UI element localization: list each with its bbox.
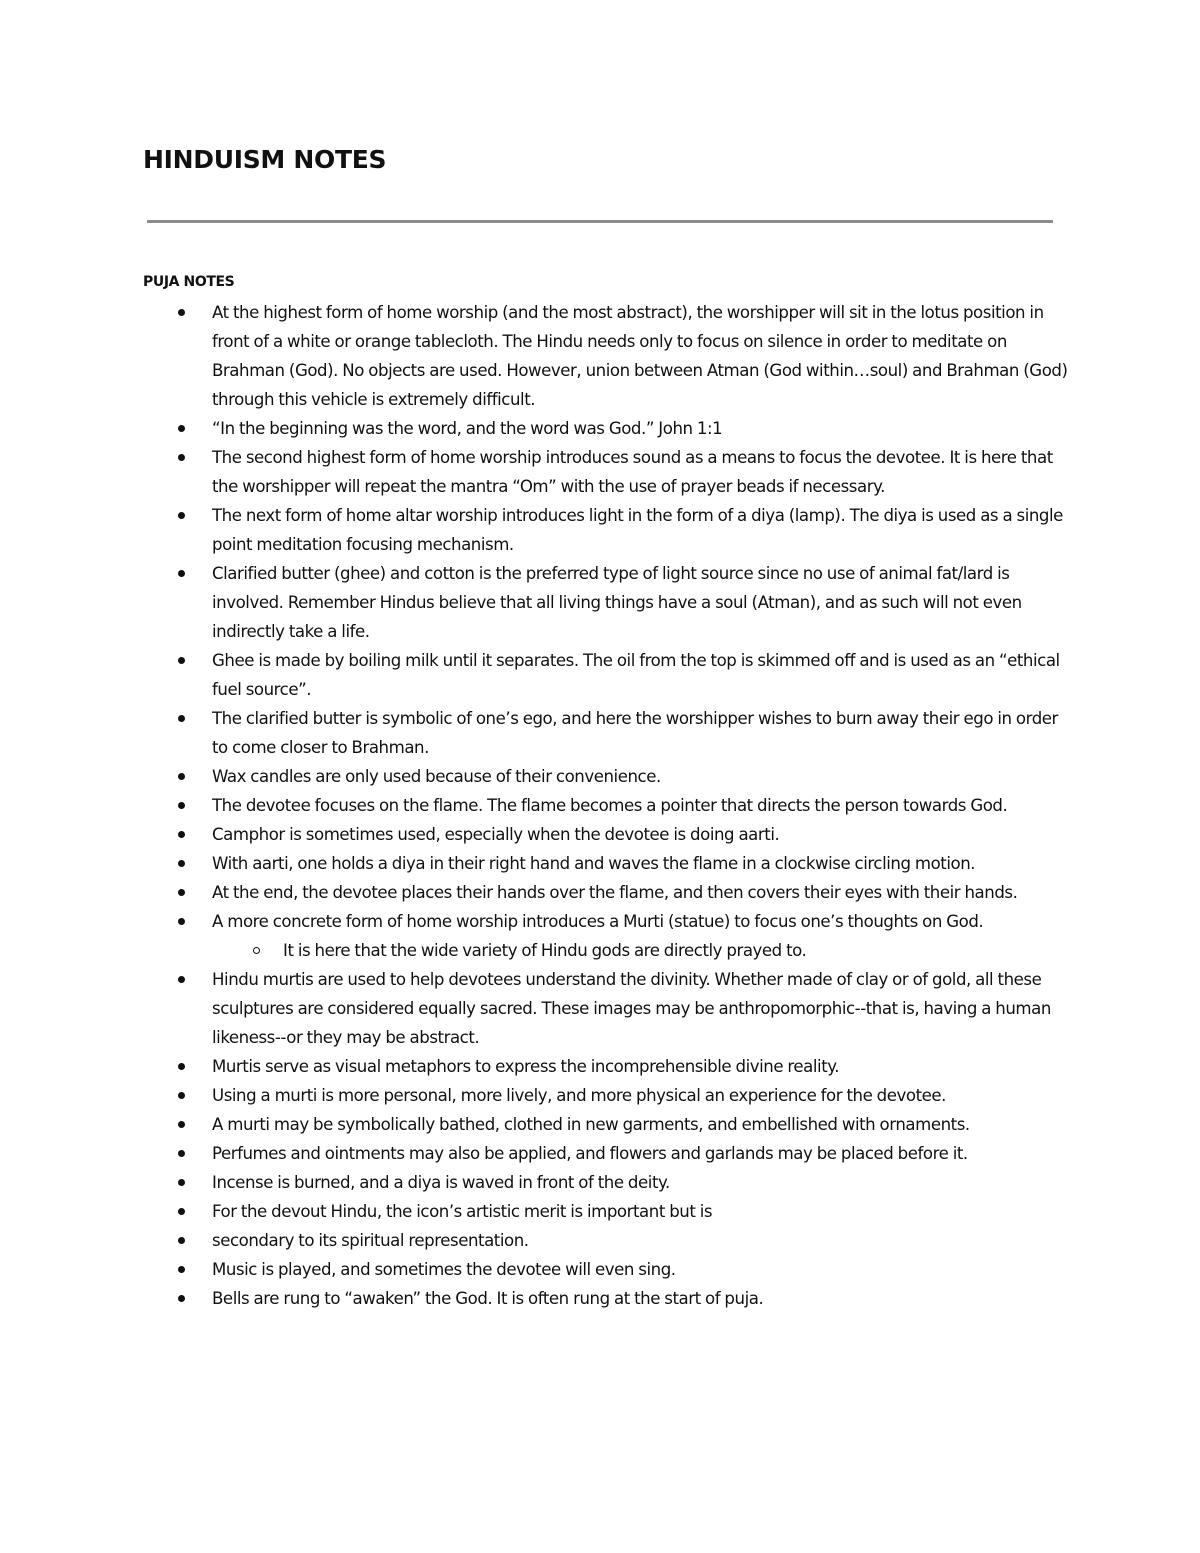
bullet-icon xyxy=(178,715,185,722)
bullet-icon xyxy=(178,1266,185,1273)
bullet-icon xyxy=(178,657,185,664)
list-item xyxy=(143,878,1073,907)
horizontal-divider xyxy=(147,220,1053,223)
list-item xyxy=(143,820,1073,849)
bullet-icon xyxy=(178,918,185,925)
bullet-icon xyxy=(178,1150,185,1157)
list-item-text: At the end, the devotee places their hands over the flame, and then covers their eyes with their hands. xyxy=(212,883,1018,902)
list-item xyxy=(143,646,1073,704)
bullet-icon xyxy=(178,309,185,316)
section-heading: PUJA NOTES xyxy=(143,274,235,290)
list-item-text: Bells are rung to “awaken” the God. It is often rung at the start of puja. xyxy=(212,1289,764,1308)
list-item-text: “In the beginning was the word, and the word was God.” John 1:1 xyxy=(212,419,723,438)
list-item xyxy=(143,1255,1073,1284)
document-title: HINDUISM NOTES xyxy=(143,145,387,174)
list-item xyxy=(143,704,1073,762)
list-item xyxy=(143,414,1073,443)
list-item-text: Murtis serve as visual metaphors to express the incomprehensible divine reality. xyxy=(212,1057,840,1076)
list-item xyxy=(143,965,1073,1052)
list-item xyxy=(143,1081,1073,1110)
list-item-text: Wax candles are only used because of their convenience. xyxy=(212,767,661,786)
bullet-icon xyxy=(178,570,185,577)
list-item-text: The clarified butter is symbolic of one’s ego, and here the worshipper wishes to burn away their ego in order to come closer to Brahman. xyxy=(212,709,1058,757)
bullet-icon xyxy=(178,1179,185,1186)
bullet-icon xyxy=(178,1295,185,1302)
list-item-text: Using a murti is more personal, more lively, and more physical an experience for the devotee. xyxy=(212,1086,946,1105)
list-item xyxy=(143,849,1073,878)
bullet-icon xyxy=(178,889,185,896)
list-item xyxy=(143,1110,1073,1139)
hollow-bullet-icon xyxy=(253,947,260,954)
notes-list xyxy=(143,298,1073,1313)
list-item-text: A murti may be symbolically bathed, clothed in new garments, and embellished with ornaments. xyxy=(212,1115,970,1134)
list-item-text: The devotee focuses on the flame. The flame becomes a pointer that directs the person towards God. xyxy=(212,796,1008,815)
list-item xyxy=(143,298,1073,414)
bullet-icon xyxy=(178,802,185,809)
list-item-text: With aarti, one holds a diya in their right hand and waves the flame in a clockwise circling motion. xyxy=(212,854,976,873)
list-item-text: The next form of home altar worship introduces light in the form of a diya (lamp). The diya is used as a single point meditation focusing mechanism. xyxy=(212,506,1063,554)
list-item-text: Perfumes and ointments may also be applied, and flowers and garlands may be placed before it. xyxy=(212,1144,968,1163)
list-item-text: Camphor is sometimes used, especially when the devotee is doing aarti. xyxy=(212,825,780,844)
list-item xyxy=(143,907,1073,936)
list-item xyxy=(143,791,1073,820)
list-item-text: For the devout Hindu, the icon’s artistic merit is important but is xyxy=(212,1202,713,1221)
bullet-icon xyxy=(178,1237,185,1244)
bullet-icon xyxy=(178,1121,185,1128)
list-item-text: Clarified butter (ghee) and cotton is the preferred type of light source since no use of animal fat/lard is involved. Remember Hindus believe that all living things have a soul (Atman), and as such will not even indirectly take a life. xyxy=(212,564,1022,641)
bullet-icon xyxy=(178,831,185,838)
list-item-text: Ghee is made by boiling milk until it separates. The oil from the top is skimmed off and is used as an “ethical fuel source”. xyxy=(212,651,1060,699)
bullet-icon xyxy=(178,425,185,432)
list-item-text: Hindu murtis are used to help devotees understand the divinity. Whether made of clay or of gold, all these sculptures are considered equally sacred. These images may be anthropomorphic--that is, having a human likeness--or they may be abstract. xyxy=(212,970,1051,1047)
list-item xyxy=(143,1168,1073,1197)
list-item-text: Music is played, and sometimes the devotee will even sing. xyxy=(212,1260,676,1279)
list-item-text: At the highest form of home worship (and the most abstract), the worshipper will sit in the lotus position in front of a white or orange tablecloth. The Hindu needs only to focus on silence in order to meditate on Brahman (God). No objects are used. However, union between Atman (God within…soul) and Brahman (God) through this vehicle is extremely difficult. xyxy=(212,303,1068,409)
bullet-icon xyxy=(178,860,185,867)
bullet-icon xyxy=(178,1063,185,1070)
list-item xyxy=(143,501,1073,559)
bullet-icon xyxy=(178,454,185,461)
list-item xyxy=(143,1284,1073,1313)
list-item xyxy=(143,1052,1073,1081)
bullet-icon xyxy=(178,976,185,983)
list-item xyxy=(143,1197,1073,1226)
list-item xyxy=(143,559,1073,646)
list-item xyxy=(143,762,1073,791)
list-item-text: The second highest form of home worship introduces sound as a means to focus the devotee. It is here that the worshipper will repeat the mantra “Om” with the use of prayer beads if necessary. xyxy=(212,448,1053,496)
bullet-icon xyxy=(178,773,185,780)
bullet-icon xyxy=(178,1092,185,1099)
list-item-text: secondary to its spiritual representation. xyxy=(212,1231,529,1250)
sub-list-item xyxy=(143,936,1073,965)
bullet-icon xyxy=(178,1208,185,1215)
list-item xyxy=(143,1226,1073,1255)
list-item-text: A more concrete form of home worship introduces a Murti (statue) to focus one’s thoughts on God. xyxy=(212,912,984,931)
bullet-icon xyxy=(178,512,185,519)
list-item xyxy=(143,1139,1073,1168)
list-item xyxy=(143,443,1073,501)
list-item-text: Incense is burned, and a diya is waved in front of the deity. xyxy=(212,1173,670,1192)
sub-list-item-text: It is here that the wide variety of Hindu gods are directly prayed to. xyxy=(283,941,807,960)
